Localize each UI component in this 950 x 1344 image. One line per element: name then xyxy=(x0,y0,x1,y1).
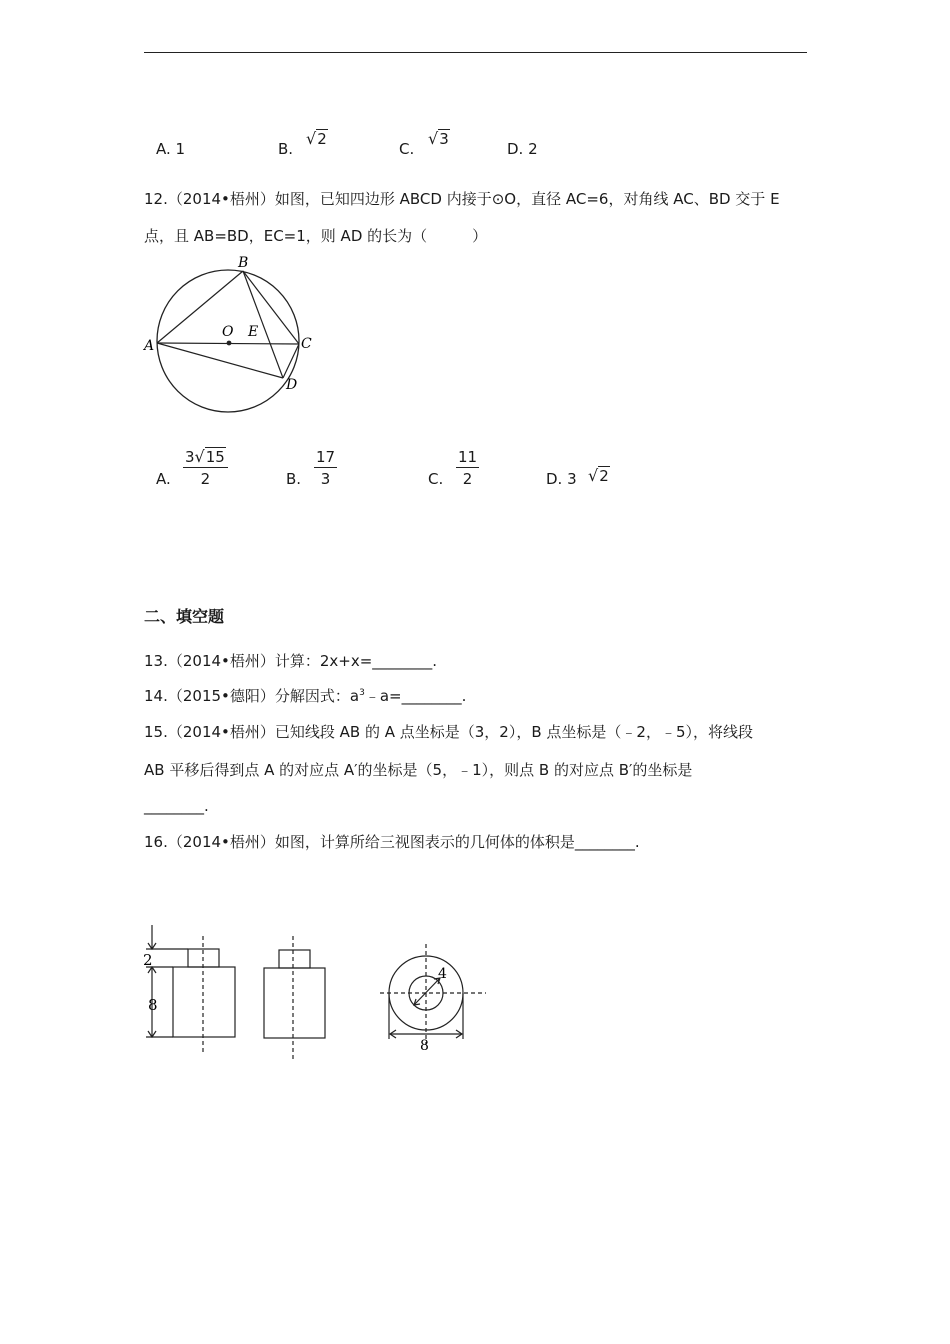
side-view xyxy=(264,936,325,1060)
q12-option-c-fraction: $\frac{11}{2}$ xyxy=(458,448,478,488)
dim-outer-label: 8 xyxy=(420,1038,429,1054)
center-point-o xyxy=(227,341,232,346)
q14-text: 14.（2015•德阳）分解因式：$a^3﹣a=\_\_\_\_\_\_\_\_$. xyxy=(144,687,467,705)
q12-line2: 点，且 AB=BD，EC=1，则 AD 的长为（ ） xyxy=(144,227,488,245)
label-a: A xyxy=(144,338,155,354)
top-view xyxy=(380,944,486,1045)
q12-option-b-label: B. xyxy=(286,470,302,488)
q12-option-d-sqrt: √2 xyxy=(588,466,609,485)
q12-line1: 12.（2014•梧州）如图，已知四边形 ABCD 内接于⊙O，直径 AC=6，对角线 AC、BD 交于 E xyxy=(144,190,780,208)
q12-option-d-label: D. 3 xyxy=(546,470,577,488)
q11-option-b-label: B. xyxy=(278,140,294,158)
q12-option-a-label: A. xyxy=(156,470,171,488)
q11-option-d: D. 2 xyxy=(507,140,538,158)
q12-option-b-fraction: $\frac{17}{3}$ xyxy=(316,448,336,488)
front-view xyxy=(146,925,235,1055)
q11-option-c-label: C. xyxy=(399,140,415,158)
header-rule xyxy=(144,52,807,53)
label-b: B xyxy=(238,255,249,271)
dim-top-label: 2 xyxy=(143,951,153,969)
q15-line1: 15.（2014•梧州）已知线段 AB 的 A 点坐标是（3，2），B 点坐标是（﹣2，﹣5），将线段 xyxy=(144,723,753,741)
label-c: C xyxy=(301,336,312,352)
q12-option-c-label: C. xyxy=(428,470,444,488)
q11-option-a: A. 1 xyxy=(156,140,186,158)
chord-ad xyxy=(157,343,283,378)
section-title: 二、填空题 xyxy=(144,607,225,626)
q12-option-a-fraction: $\frac{3√15}{2}$ xyxy=(183,447,228,490)
q12-circle-figure xyxy=(140,252,330,417)
dim-height-label: 8 xyxy=(148,996,158,1014)
q11-option-b-sqrt: √2 xyxy=(306,129,327,148)
q13-text: 13.（2014•梧州）计算：2x+x=________. xyxy=(144,652,438,670)
label-e: E xyxy=(248,324,259,340)
q15-line3: ________. xyxy=(144,797,209,815)
q15-line2: AB 平移后得到点 A 的对应点 A′的坐标是（5，﹣1），则点 B 的对应点 B′的坐标是 xyxy=(144,761,693,779)
q11-option-c-sqrt: √3 xyxy=(428,129,449,148)
q16-text: 16.（2014•梧州）如图，计算所给三视图表示的几何体的体积是________. xyxy=(144,833,640,851)
q16-three-view-figure xyxy=(140,920,500,1070)
label-o: O xyxy=(222,324,234,340)
label-d: D xyxy=(286,377,298,393)
dim-inner-label: 4 xyxy=(438,966,447,982)
